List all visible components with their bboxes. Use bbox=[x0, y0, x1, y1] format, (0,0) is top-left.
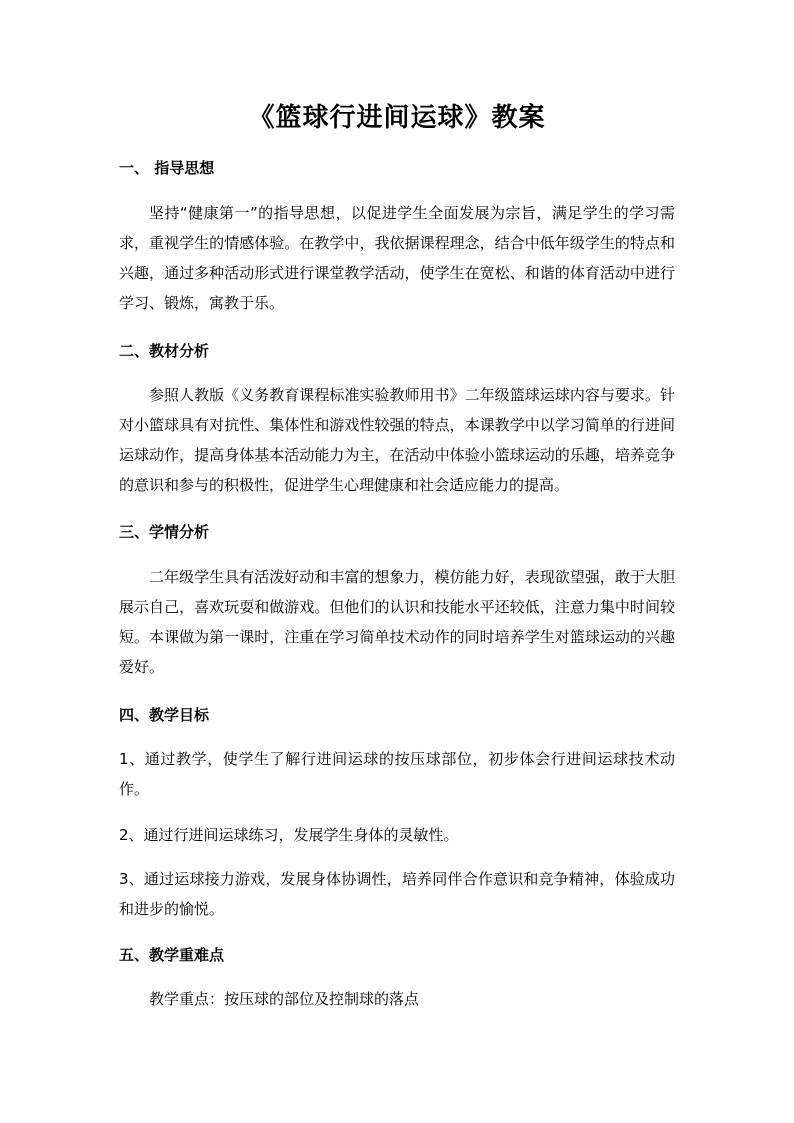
document-title: 《篮球行进间运球》教案 bbox=[248, 103, 546, 133]
section-paragraph-guiding-ideology: 坚持“健康第一”的指导思想，以促进学生全面发展为宗旨，满足学生的学习需求，重视学生的情感体验。在教学中，我依据课程理念，结合中低年级学生的特点和兴趣，通过多种活动形式进行课堂教学活动，使学生在宽松、和谐的体育活动中进行学习、锻炼，寓教于乐。 bbox=[119, 204, 675, 312]
section-heading-material-analysis: 二、教材分析 bbox=[119, 342, 210, 360]
goal-item-2: 2、通过行进间运球练习，发展学生身体的灵敏性。 bbox=[119, 826, 459, 844]
section-paragraph-key-point: 教学重点：按压球的部位及控制球的落点 bbox=[149, 990, 420, 1008]
section-heading-student-analysis: 三、学情分析 bbox=[119, 523, 210, 541]
section-heading-teaching-goals: 四、教学目标 bbox=[119, 706, 210, 724]
goal-item-3: 3、通过运球接力游戏，发展身体协调性，培养同伴合作意识和竞争精神，体验成功和进步的愉悦。 bbox=[119, 870, 675, 918]
section-paragraph-material-analysis: 参照人教版《义务教育课程标准实验教师用书》二年级篮球运球内容与要求。针对小篮球具有对抗性、集体性和游戏性较强的特点，本课教学中以学习简单的行进间运球动作，提高身体基本活动能力为主，在活动中体验小篮球运动的乐趣，培养竞争的意识和参与的积极性，促进学生心理健康和社会适应能力的提高。 bbox=[119, 386, 675, 494]
section-heading-key-difficulties: 五、教学重难点 bbox=[119, 946, 225, 964]
section-paragraph-student-analysis: 二年级学生具有活泼好动和丰富的想象力，模仿能力好，表现欲望强，敢于大胆展示自己，喜欢玩耍和做游戏。但他们的认识和技能水平还较低，注意力集中时间较短。本课做为第一课时，注重在学习简单技术动作的同时培养学生对篮球运动的兴趣爱好。 bbox=[119, 568, 675, 676]
goal-item-1: 1、通过教学，使学生了解行进间运球的按压球部位，初步体会行进间运球技术动作。 bbox=[119, 750, 675, 798]
section-heading-guiding-ideology: 一、 指导思想 bbox=[119, 159, 215, 177]
